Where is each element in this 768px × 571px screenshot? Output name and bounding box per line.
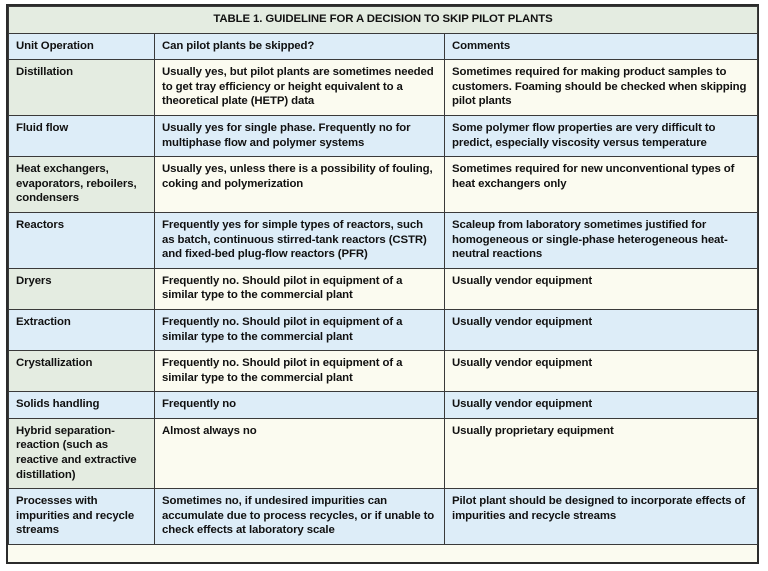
column-header-unit-operation: Unit Operation: [9, 33, 155, 60]
cell-can-be-skipped: Frequently no. Should pilot in equipment of a similar type to the commercial plant: [155, 351, 445, 392]
table-title: TABLE 1. GUIDELINE FOR A DECISION TO SKIP PILOT PLANTS: [9, 7, 758, 34]
table-row: [9, 489, 758, 545]
cell-can-be-skipped: Frequently yes for simple types of reactors, such as batch, continuous stirred-tank reactors (CSTR) and fixed-bed plug-flow reactors (PFR): [155, 212, 445, 268]
cell-unit-operation: Dryers: [9, 268, 155, 309]
cell-comments: Pilot plant should be designed to incorporate effects of impurities and recycle streams: [445, 489, 758, 545]
table-row: [9, 392, 758, 419]
table-row: [9, 157, 758, 213]
table-row: [9, 309, 758, 350]
cell-comments: Usually vendor equipment: [445, 392, 758, 419]
cell-unit-operation: Fluid flow: [9, 115, 155, 156]
cell-unit-operation: Hybrid separation-reaction (such as reactive and extractive distillation): [9, 418, 155, 488]
column-header-comments: Comments: [445, 33, 758, 60]
column-header-can-be-skipped: Can pilot plants be skipped?: [155, 33, 445, 60]
cell-can-be-skipped: Frequently no. Should pilot in equipment of a similar type to the commercial plant: [155, 268, 445, 309]
cell-unit-operation: Extraction: [9, 309, 155, 350]
cell-can-be-skipped: Frequently no: [155, 392, 445, 419]
cell-can-be-skipped: Almost always no: [155, 418, 445, 488]
cell-unit-operation: Solids handling: [9, 392, 155, 419]
table-row: [9, 418, 758, 488]
table-row: [9, 268, 758, 309]
cell-can-be-skipped: Sometimes no, if undesired impurities can accumulate due to process recycles, or if unable to check effects at laboratory scale: [155, 489, 445, 545]
cell-unit-operation: Distillation: [9, 60, 155, 116]
table-row: [9, 60, 758, 116]
cell-can-be-skipped: Frequently no. Should pilot in equipment of a similar type to the commercial plant: [155, 309, 445, 350]
cell-can-be-skipped: Usually yes, but pilot plants are sometimes needed to get tray efficiency or height equivalent to a theoretical plate (HETP) data: [155, 60, 445, 116]
table-row: [9, 115, 758, 156]
cell-unit-operation: Processes with impurities and recycle streams: [9, 489, 155, 545]
cell-can-be-skipped: Usually yes, unless there is a possibility of fouling, coking and polymerization: [155, 157, 445, 213]
table-row: [9, 212, 758, 268]
cell-comments: Sometimes required for new unconventional types of heat exchangers only: [445, 157, 758, 213]
cell-can-be-skipped: Usually yes for single phase. Frequently no for multiphase flow and polymer systems: [155, 115, 445, 156]
cell-comments: Usually vendor equipment: [445, 309, 758, 350]
cell-comments: Scaleup from laboratory sometimes justified for homogeneous or single-phase heterogeneous heat-neutral reactions: [445, 212, 758, 268]
table-title-row: [9, 7, 758, 34]
cell-comments: Usually vendor equipment: [445, 268, 758, 309]
table-header-row: [9, 33, 758, 60]
cell-comments: Usually proprietary equipment: [445, 418, 758, 488]
cell-comments: Some polymer flow properties are very difficult to predict, especially viscosity versus temperature: [445, 115, 758, 156]
cell-unit-operation: Heat exchangers, evaporators, reboilers, condensers: [9, 157, 155, 213]
cell-comments: Usually vendor equipment: [445, 351, 758, 392]
table-row: [9, 351, 758, 392]
guideline-table: [8, 6, 758, 545]
cell-unit-operation: Reactors: [9, 212, 155, 268]
cell-comments: Sometimes required for making product samples to customers. Foaming should be checked when skipping pilot plants: [445, 60, 758, 116]
cell-unit-operation: Crystallization: [9, 351, 155, 392]
table-container: [6, 4, 759, 564]
